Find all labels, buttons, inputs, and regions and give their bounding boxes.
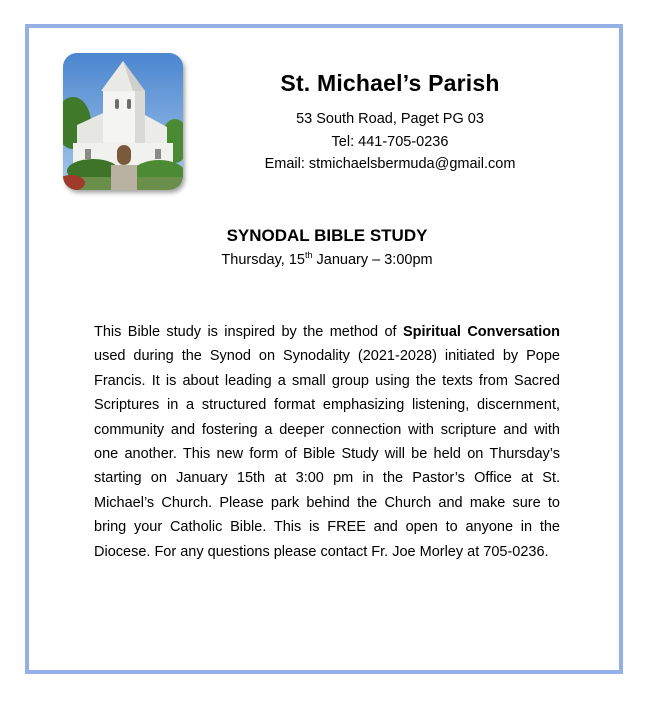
event-heading: [0, 226, 654, 268]
event-title: SYNODAL BIBLE STUDY: [226, 226, 428, 245]
description-emphasis: Spiritual Conversation: [402, 324, 560, 340]
event-description: [94, 320, 560, 564]
event-date-rest: January – 3:00pm: [312, 252, 433, 268]
parish-name: St. Michael’s Parish: [280, 70, 500, 96]
event-date-ordinal: th: [304, 250, 313, 261]
parish-address: 53 South Road, Paget PG 03: [296, 111, 484, 127]
parish-header: [215, 70, 565, 176]
event-date: [0, 252, 654, 268]
event-date-day: Thursday, 15: [221, 252, 305, 268]
church-photo: [63, 53, 183, 190]
description-intro: This Bible study is inspired by the method of: [94, 324, 403, 340]
parish-email: Email: stmichaelsbermuda@gmail.com: [264, 156, 516, 172]
parish-phone: Tel: 441-705-0236: [331, 133, 449, 150]
description-body: used during the Synod on Synodality (2021-2028) initiated by Pope Francis. It is about leading a small group using the texts from Sacred Scriptures in a structured format emphasizing listening, discernment, community and fostering a deeper connection with scripture and with one another. This new form of Bible Study will be held on Thursday’s starting on January 15th at 3:00 pm in the Pastor’s Office at St. Michael’s Church. Please park behind the Church and make sure to bring your Catholic Bible. This is FREE and open to anyone in the Diocese. For any questions please contact Fr. Joe Morley at 705-0236.: [94, 348, 560, 560]
